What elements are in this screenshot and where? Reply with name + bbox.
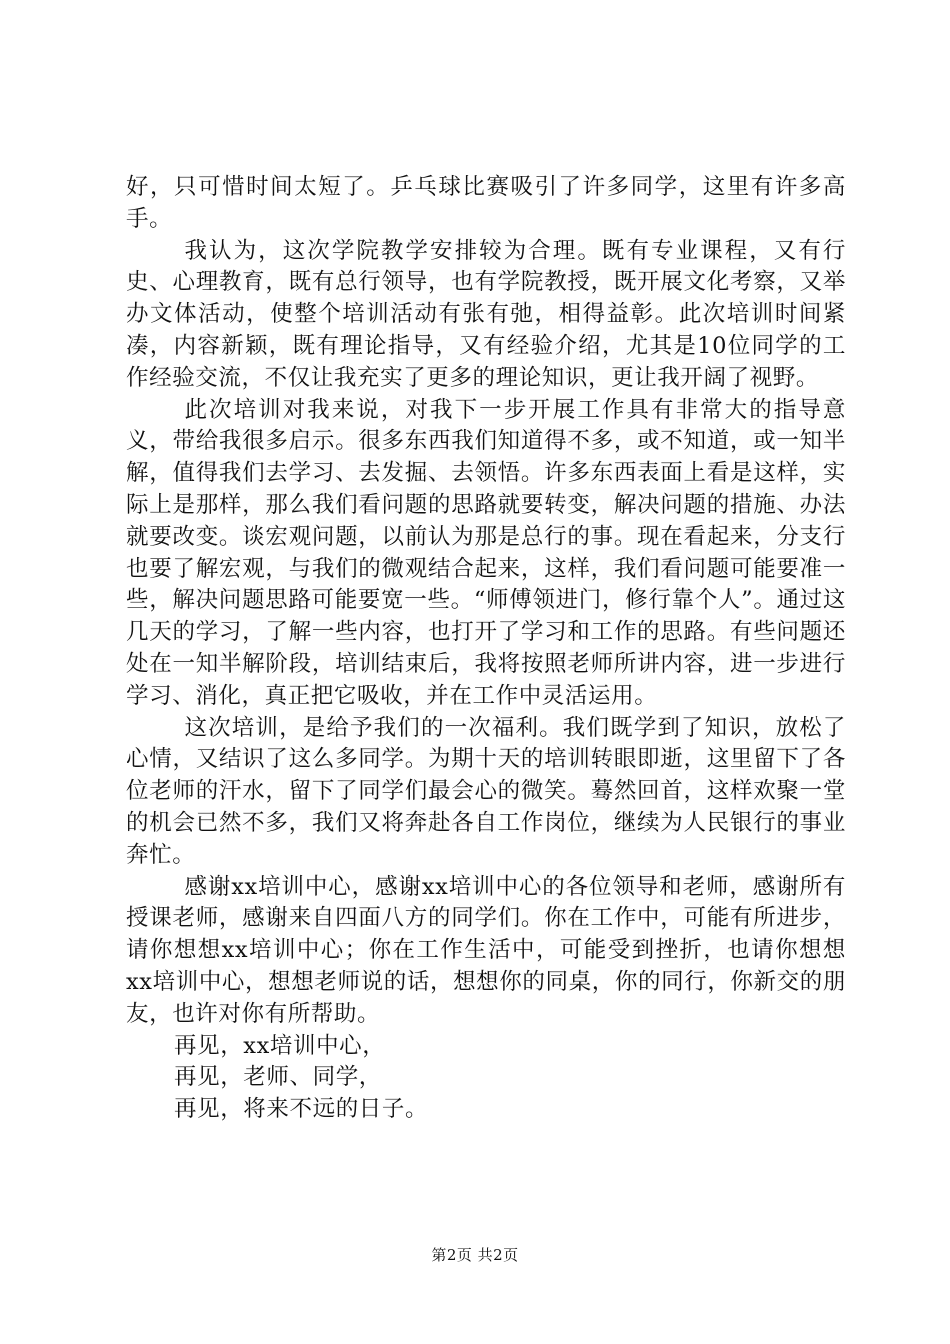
closing-block (126, 1031, 846, 1126)
paragraph-thanks: 感谢xx培训中心，感谢xx培训中心的各位领导和老师，感谢所有授课老师，感谢来自四面八方的同学们。你在工作中，可能有所进步，请你想想xx培训中心；你在工作生活中，可能受到挫折，也请你想想xx培训中心，想想老师说的话，想想你的同桌，你的同行，你新交的朋友，也许对你有所帮助。 (126, 873, 846, 1027)
paragraph-continuation: 好，只可惜时间太短了。乒乓球比赛吸引了许多同学，这里有许多高手。 (126, 174, 846, 232)
paragraph-training-significance: 此次培训对我来说，对我下一步开展工作具有非常大的指导意义，带给我很多启示。很多东西我们知道得不多，或不知道，或一知半解，值得我们去学习、去发掘、去领悟。许多东西表面上看是这样，实际上是那样，那么我们看问题的思路就要转变，解决问题的措施、办法就要改变。谈宏观问题，以前认为那是总行的事。现在看起来，分支行也要了解宏观，与我们的微观结合起来，这样，我们看问题可能要准一些，解决问题思路可能要宽一些。“师傅领进门，修行靠个人”。通过这几天的学习，了解一些内容，也打开了学习和工作的思路。有些问题还处在一知半解阶段，培训结束后，我将按照老师所讲内容，进一步进行学习、消化，真正把它吸收，并在工作中灵活运用。 (126, 396, 846, 709)
paragraph-training-benefit: 这次培训，是给予我们的一次福利。我们既学到了知识，放松了心情，又结识了这么多同学。为期十天的培训转眼即逝，这里留下了各位老师的汗水，留下了同学们最会心的微笑。蓦然回首，这样欢聚一堂的机会已然不多，我们又将奔赴各自工作岗位，继续为人民银行的事业奔忙。 (126, 714, 846, 868)
closing-line: 再见，老师、同学， (174, 1064, 382, 1091)
closing-line: 再见，将来不远的日子。 (174, 1096, 429, 1123)
closing-line: 再见，xx培训中心， (174, 1032, 386, 1059)
page-number-footer: 第2页 共2页 (431, 1246, 519, 1264)
paragraph-course-arrangement: 我认为，这次学院教学安排较为合理。既有专业课程，又有行史、心理教育，既有总行领导，也有学院教授，既开展文化考察，又举办文体活动，使整个培训活动有张有弛，相得益彰。此次培训时间紧凑，内容新颖，既有理论指导，又有经验介绍，尤其是10位同学的工作经验交流，不仅让我充实了更多的理论知识，更让我开阔了视野。 (126, 237, 846, 391)
document-body (126, 172, 846, 1126)
